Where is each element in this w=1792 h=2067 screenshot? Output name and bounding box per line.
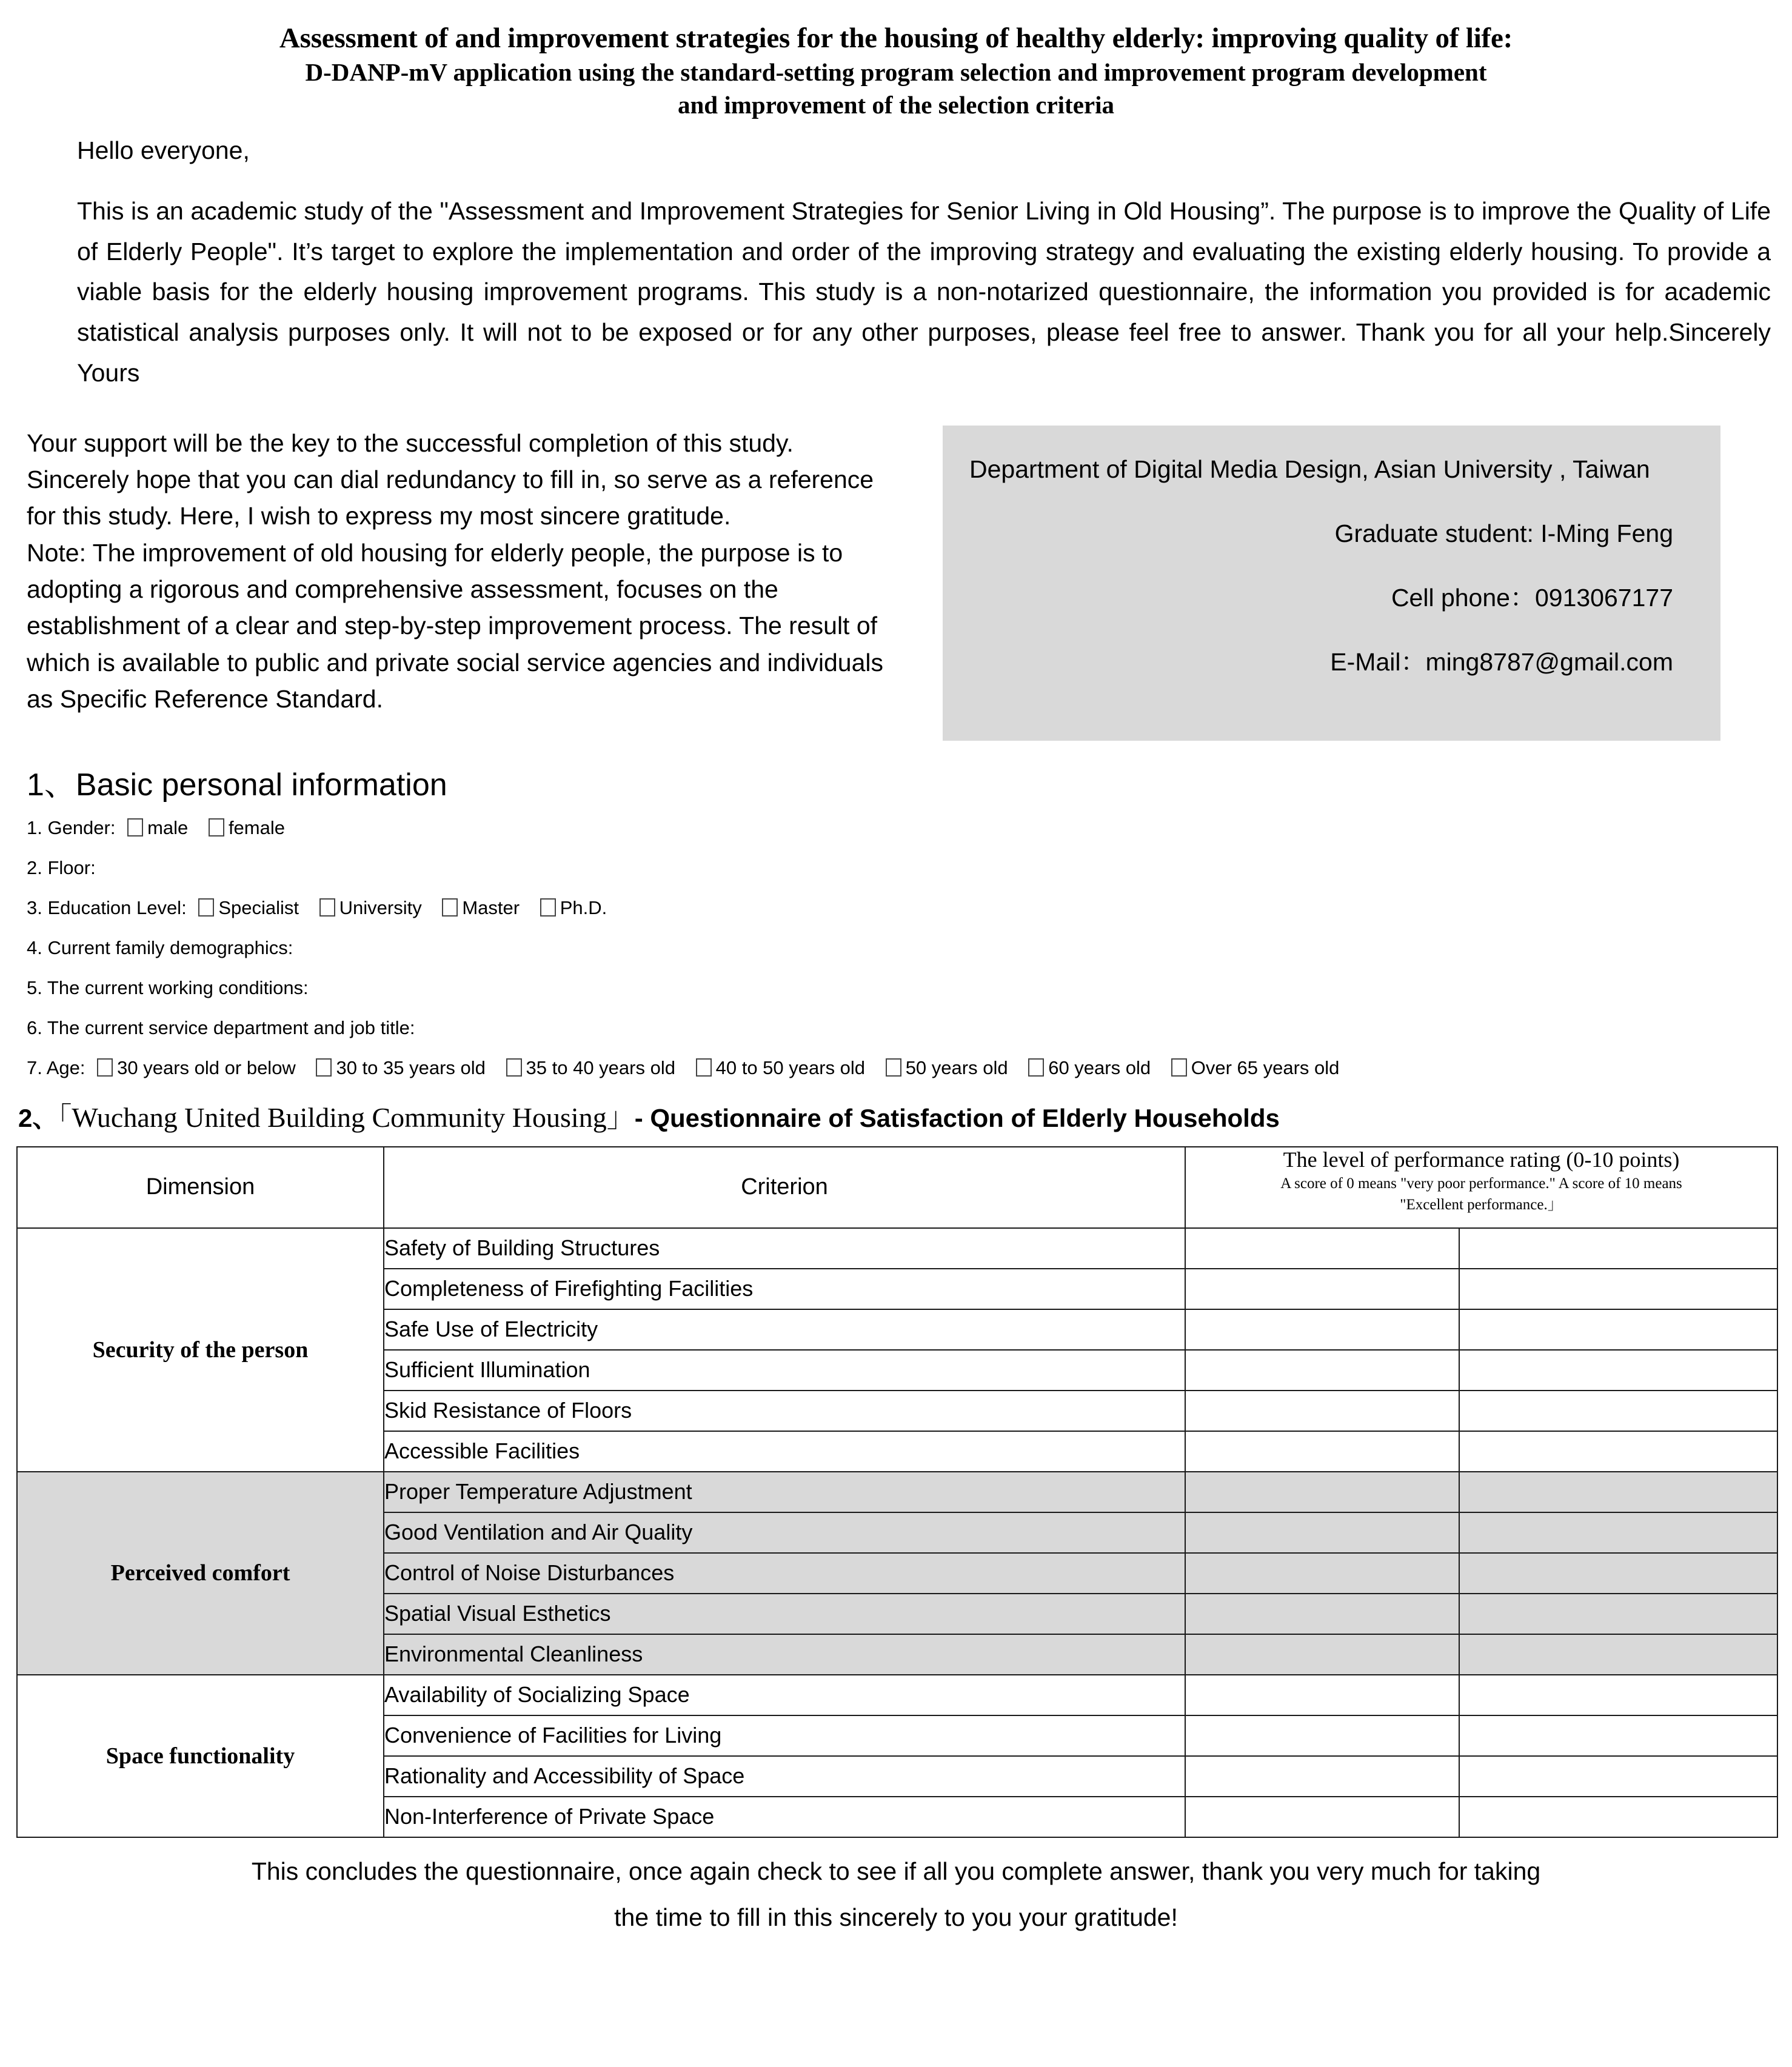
form-item-family	[27, 938, 1792, 957]
form-item-working-conditions	[27, 978, 1792, 997]
score-input-cell-b[interactable]	[1459, 1228, 1777, 1269]
section-2-heading	[0, 1103, 1792, 1134]
dimension-cell-security: Security of the person	[17, 1228, 384, 1472]
score-input-cell-a[interactable]	[1185, 1512, 1459, 1553]
score-input-cell-a[interactable]	[1185, 1797, 1459, 1837]
score-input-cell-a[interactable]	[1185, 1269, 1459, 1309]
support-line-1: Your support will be the key to the successful completion of this study.	[27, 429, 794, 457]
score-input-cell-b[interactable]	[1459, 1512, 1777, 1553]
score-input-cell-a[interactable]	[1185, 1553, 1459, 1594]
rating-title: The level of performance rating (0-10 points)	[1283, 1147, 1680, 1172]
form-item-floor	[27, 858, 1792, 877]
section-1-heading: 1、Basic personal information	[27, 767, 447, 803]
form-item-gender	[27, 818, 1792, 837]
support-line-4: Note: The improvement of old housing for elderly people, the purpose is to	[27, 538, 843, 567]
score-input-cell-b[interactable]	[1459, 1553, 1777, 1594]
criterion-cell: Safety of Building Structures	[384, 1228, 1185, 1269]
form-item-job-title	[27, 1018, 1792, 1037]
table-row	[17, 1228, 1777, 1269]
criterion-cell: Sufficient Illumination	[384, 1350, 1185, 1391]
option-label-phd: Ph.D.	[560, 897, 607, 919]
criterion-cell: Convenience of Facilities for Living	[384, 1715, 1185, 1756]
criterion-cell: Non-Interference of Private Space	[384, 1797, 1185, 1837]
checkbox-university[interactable]	[319, 898, 335, 917]
criterion-cell: Control of Noise Disturbances	[384, 1553, 1185, 1594]
contact-phone: Cell phone：0913067177	[1391, 583, 1673, 612]
intro-section	[50, 136, 1771, 393]
score-input-cell-a[interactable]	[1185, 1391, 1459, 1431]
criterion-cell: Skid Resistance of Floors	[384, 1391, 1185, 1431]
support-line-2: Sincerely hope that you can dial redundancy to fill in, so serve as a reference	[27, 466, 874, 494]
title-line-3: and improvement of the selection criteria	[678, 90, 1114, 119]
job-title-label: 6. The current service department and job title:	[27, 1017, 415, 1039]
score-input-cell-b[interactable]	[1459, 1350, 1777, 1391]
form-item-age	[27, 1058, 1792, 1077]
contact-department: Department of Digital Media Design, Asian University , Taiwan	[969, 455, 1650, 483]
score-input-cell-b[interactable]	[1459, 1472, 1777, 1512]
checkbox-age-40-50[interactable]	[696, 1058, 712, 1077]
closing-note	[0, 1849, 1792, 1941]
option-label-age-30-35: 30 to 35 years old	[336, 1057, 486, 1079]
title-line-1: Assessment of and improvement strategies for the housing of healthy elderly: improving quality of life:	[279, 22, 1513, 54]
title-line-2: D-DANP-mV application using the standard-setting program selection and improvement program development	[305, 58, 1487, 87]
checkbox-phd[interactable]	[540, 898, 556, 917]
document-title	[0, 0, 1792, 121]
support-line-6: establishment of a clear and step-by-step improvement process. The result of	[27, 612, 878, 640]
option-label-male: male	[147, 817, 189, 839]
form-item-education	[27, 898, 1792, 917]
option-label-female: female	[228, 817, 285, 839]
score-input-cell-b[interactable]	[1459, 1797, 1777, 1837]
section-2-building-name: 「Wuchang United Building Community Housing」	[58, 1102, 635, 1134]
option-label-age-50: 50 years old	[905, 1057, 1008, 1079]
score-input-cell-a[interactable]	[1185, 1472, 1459, 1512]
contact-info-box	[943, 426, 1720, 741]
checkbox-female[interactable]	[209, 818, 224, 836]
option-label-age-30-or-below: 30 years old or below	[117, 1057, 296, 1079]
score-input-cell-a[interactable]	[1185, 1594, 1459, 1634]
option-label-age-40-50: 40 to 50 years old	[715, 1057, 866, 1079]
personal-info-form	[0, 818, 1792, 1077]
criterion-cell: Good Ventilation and Air Quality	[384, 1512, 1185, 1553]
family-label: 4. Current family demographics:	[27, 937, 293, 959]
checkbox-age-50[interactable]	[886, 1058, 901, 1077]
satisfaction-table	[16, 1146, 1778, 1838]
checkbox-age-30-or-below[interactable]	[97, 1058, 113, 1077]
support-text-block	[27, 425, 924, 717]
score-input-cell-a[interactable]	[1185, 1675, 1459, 1715]
contact-email: E-Mail：ming8787@gmail.com	[1330, 647, 1673, 676]
score-input-cell-b[interactable]	[1459, 1756, 1777, 1797]
score-input-cell-a[interactable]	[1185, 1715, 1459, 1756]
score-input-cell-a[interactable]	[1185, 1350, 1459, 1391]
option-label-age-60: 60 years old	[1048, 1057, 1151, 1079]
score-input-cell-a[interactable]	[1185, 1228, 1459, 1269]
support-line-8: as Specific Reference Standard.	[27, 684, 383, 713]
rating-sub-line-2: "Excellent performance.」	[1400, 1197, 1563, 1214]
criterion-cell: Completeness of Firefighting Facilities	[384, 1269, 1185, 1309]
dimension-cell-comfort: Perceived comfort	[17, 1472, 384, 1675]
table-row	[17, 1675, 1777, 1715]
header-dimension: Dimension	[17, 1147, 384, 1228]
criterion-cell: Spatial Visual Esthetics	[384, 1594, 1185, 1634]
score-input-cell-b[interactable]	[1459, 1391, 1777, 1431]
dimension-cell-space: Space functionality	[17, 1675, 384, 1837]
header-rating	[1185, 1147, 1777, 1228]
gender-label: 1. Gender:	[27, 817, 116, 839]
checkbox-age-over-65[interactable]	[1171, 1058, 1187, 1077]
score-input-cell-a[interactable]	[1185, 1634, 1459, 1675]
header-criterion: Criterion	[384, 1147, 1185, 1228]
score-input-cell-a[interactable]	[1185, 1431, 1459, 1472]
age-label: 7. Age:	[27, 1057, 85, 1079]
criterion-cell: Accessible Facilities	[384, 1431, 1185, 1472]
score-input-cell-a[interactable]	[1185, 1756, 1459, 1797]
checkbox-male[interactable]	[127, 818, 143, 836]
support-line-3: for this study. Here, I wish to express my most sincere gratitude.	[27, 502, 731, 530]
score-input-cell-b[interactable]	[1459, 1715, 1777, 1756]
table-header-row	[17, 1147, 1777, 1228]
option-label-age-over-65: Over 65 years old	[1191, 1057, 1340, 1079]
criterion-cell: Rationality and Accessibility of Space	[384, 1756, 1185, 1797]
score-input-cell-b[interactable]	[1459, 1309, 1777, 1350]
table-body	[17, 1147, 1777, 1837]
option-label-university: University	[339, 897, 422, 919]
checkbox-age-35-40[interactable]	[506, 1058, 522, 1077]
working-conditions-label: 5. The current working conditions:	[27, 977, 309, 999]
score-input-cell-b[interactable]	[1459, 1634, 1777, 1675]
score-input-cell-b[interactable]	[1459, 1675, 1777, 1715]
rating-sub-line-1: A score of 0 means "very poor performance." A score of 10 means	[1280, 1175, 1682, 1192]
option-label-master: Master	[462, 897, 520, 919]
score-input-cell-b[interactable]	[1459, 1269, 1777, 1309]
score-input-cell-b[interactable]	[1459, 1594, 1777, 1634]
support-and-contact-row	[0, 418, 1792, 757]
section-2-title-rest: - Questionnaire of Satisfaction of Elderly Households	[634, 1104, 1280, 1133]
score-input-cell-a[interactable]	[1185, 1309, 1459, 1350]
table-row	[17, 1472, 1777, 1512]
checkbox-age-30-35[interactable]	[316, 1058, 332, 1077]
closing-line-1: This concludes the questionnaire, once again check to see if all you complete answer, thank you very much for taking	[251, 1857, 1541, 1885]
option-label-specialist: Specialist	[218, 897, 299, 919]
section-2-number: 2、	[18, 1104, 58, 1133]
closing-line-2: the time to fill in this sincerely to you your gratitude!	[614, 1903, 1178, 1931]
option-label-age-35-40: 35 to 40 years old	[526, 1057, 675, 1079]
floor-label: 2. Floor:	[27, 857, 96, 879]
education-label: 3. Education Level:	[27, 897, 187, 919]
checkbox-specialist[interactable]	[198, 898, 214, 917]
intro-paragraph: This is an academic study of the "Assessment and Improvement Strategies for Senior Living in Old Housing”. The purpose is to improve the Quality of Life of Elderly People". It’s target to explore the implementation and order of the improving strategy and evaluating the existing elderly housing. To provide a viable basis for the elderly housing improvement programs. This study is a non-notarized questionnaire, the information you provided is for academic statistical analysis purposes only. It will not to be exposed or for any other purposes, please feel free to answer. Thank you for all your help.Sincerely Yours	[77, 196, 1771, 387]
criterion-cell: Environmental Cleanliness	[384, 1634, 1185, 1675]
criterion-cell: Proper Temperature Adjustment	[384, 1472, 1185, 1512]
criterion-cell: Safe Use of Electricity	[384, 1309, 1185, 1350]
greeting-text: Hello everyone,	[77, 136, 250, 164]
support-line-7: which is available to public and private social service agencies and individuals	[27, 648, 884, 676]
support-line-5: adopting a rigorous and comprehensive assessment, focuses on the	[27, 575, 778, 604]
contact-student: Graduate student: I-Ming Feng	[1334, 519, 1673, 547]
checkbox-age-60[interactable]	[1028, 1058, 1044, 1077]
criterion-cell: Availability of Socializing Space	[384, 1675, 1185, 1715]
checkbox-master[interactable]	[442, 898, 458, 917]
score-input-cell-b[interactable]	[1459, 1431, 1777, 1472]
